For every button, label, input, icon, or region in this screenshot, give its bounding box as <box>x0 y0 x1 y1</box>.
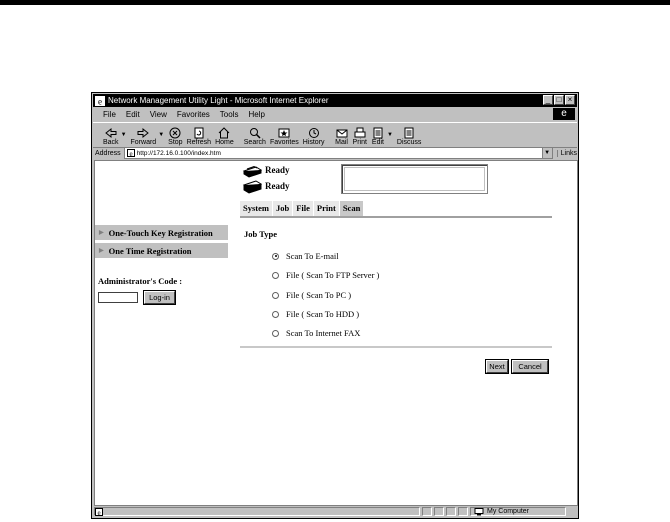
radio-button[interactable] <box>272 253 279 260</box>
tab-print[interactable]: Print <box>314 201 339 216</box>
status-bar <box>94 506 576 517</box>
tab-scan[interactable]: Scan <box>340 201 363 216</box>
status-segment <box>434 507 444 516</box>
svg-text:e: e <box>129 149 133 157</box>
refresh-button[interactable]: Refresh <box>187 127 212 147</box>
maximize-button[interactable]: □ <box>554 95 564 105</box>
page-status-icon <box>95 508 103 516</box>
menu-edit[interactable]: Edit <box>125 110 140 119</box>
window-title: Network Management Utility Light - Microsoft Internet Explorer <box>108 96 329 105</box>
option-scan-to-email[interactable]: Scan To E-mail <box>272 251 339 261</box>
mail-icon <box>335 127 349 139</box>
status-line-1: Ready <box>265 165 290 175</box>
top-rule <box>0 0 670 5</box>
tab-system[interactable]: System <box>240 201 272 216</box>
svg-text:e: e <box>97 508 101 516</box>
back-arrow-icon <box>104 127 118 139</box>
page-icon <box>127 149 135 157</box>
admin-code-label: Administrator's Code : <box>98 276 183 286</box>
triangle-right-icon: ▶ <box>99 230 104 236</box>
option-scan-to-pc[interactable]: File ( Scan To PC ) <box>272 290 351 300</box>
admin-code-input[interactable] <box>98 292 138 303</box>
scanner-icon <box>242 180 262 194</box>
status-segment <box>446 507 456 516</box>
menu-help[interactable]: Help <box>248 110 265 119</box>
mail-button[interactable]: Mail <box>335 127 349 147</box>
stop-button[interactable]: Stop <box>168 127 182 147</box>
status-segment <box>458 507 468 516</box>
address-label: Address <box>95 149 121 157</box>
menu-view[interactable]: View <box>149 110 167 119</box>
home-icon <box>217 127 231 139</box>
menu-favorites[interactable]: Favorites <box>176 110 210 119</box>
status-line-2: Ready <box>265 181 290 191</box>
search-icon <box>248 127 262 139</box>
status-message <box>94 507 420 516</box>
radio-button[interactable] <box>272 272 279 279</box>
back-button[interactable]: Back <box>103 127 119 147</box>
zone-indicator: My Computer <box>470 507 566 516</box>
tab-job[interactable]: Job <box>273 201 292 216</box>
menu-bar <box>93 108 577 121</box>
status-message-box <box>341 164 488 194</box>
address-url: http://172.16.0.100/index.htm <box>136 149 221 157</box>
menu-tools[interactable]: Tools <box>219 110 239 119</box>
ie-icon <box>95 96 105 106</box>
tab-bar <box>240 201 364 216</box>
sidebar-item-label: One Time Registration <box>108 245 192 256</box>
address-input[interactable] <box>124 147 553 159</box>
svg-text:e: e <box>98 96 102 106</box>
radio-button[interactable] <box>272 330 279 337</box>
page-content <box>94 160 578 506</box>
radio-button[interactable] <box>272 292 279 299</box>
sidebar-item-label: One-Touch Key Registration <box>108 227 213 238</box>
printer-icon <box>242 164 262 178</box>
job-type-heading: Job Type <box>244 229 277 239</box>
tab-divider <box>240 216 552 218</box>
close-button[interactable]: × <box>565 95 575 105</box>
form-divider <box>240 346 552 348</box>
edit-icon <box>371 127 385 139</box>
edit-dropdown-icon[interactable]: ▼ <box>386 132 393 138</box>
stop-icon <box>168 127 182 139</box>
forward-button[interactable]: Forward <box>131 127 157 147</box>
toolbar <box>93 122 577 148</box>
discuss-icon <box>402 127 416 139</box>
ie-throbber-icon: e <box>553 108 575 120</box>
print-icon <box>353 127 367 139</box>
search-button[interactable]: Search <box>244 127 266 147</box>
status-segment <box>422 507 432 516</box>
links-button[interactable]: Links <box>557 150 577 157</box>
next-button[interactable]: Next <box>486 360 508 373</box>
refresh-icon <box>192 127 206 139</box>
discuss-button[interactable]: Discuss <box>397 127 422 147</box>
edit-button[interactable]: Edit <box>371 127 385 147</box>
triangle-right-icon: ▶ <box>99 248 104 254</box>
favorites-button[interactable]: Favorites <box>270 127 299 147</box>
history-icon <box>307 127 321 139</box>
sidebar-item-one-time[interactable] <box>95 243 228 258</box>
browser-window <box>91 92 579 519</box>
forward-arrow-icon <box>136 127 150 139</box>
favorites-icon <box>277 127 291 139</box>
cancel-button[interactable]: Cancel <box>512 360 548 373</box>
print-button[interactable]: Print <box>353 127 367 147</box>
title-bar <box>93 94 577 107</box>
forward-dropdown-icon[interactable]: ▼ <box>158 132 165 138</box>
address-bar <box>93 147 577 159</box>
back-dropdown-icon[interactable]: ▼ <box>120 132 127 138</box>
sidebar-item-one-touch[interactable] <box>95 225 228 240</box>
radio-button[interactable] <box>272 311 279 318</box>
option-ftp-server[interactable]: File ( Scan To FTP Server ) <box>272 270 379 280</box>
computer-icon <box>474 508 484 516</box>
minimize-button[interactable]: _ <box>543 95 553 105</box>
tab-file[interactable]: File <box>293 201 313 216</box>
address-dropdown-icon[interactable]: ▼ <box>542 148 552 158</box>
login-button[interactable]: Log-in <box>144 291 175 304</box>
option-internet-fax[interactable]: Scan To Internet FAX <box>272 328 360 338</box>
option-scan-to-hdd[interactable]: File ( Scan To HDD ) <box>272 309 359 319</box>
menu-file[interactable]: File <box>103 110 116 119</box>
home-button[interactable]: Home <box>215 127 234 147</box>
history-button[interactable]: History <box>303 127 325 147</box>
